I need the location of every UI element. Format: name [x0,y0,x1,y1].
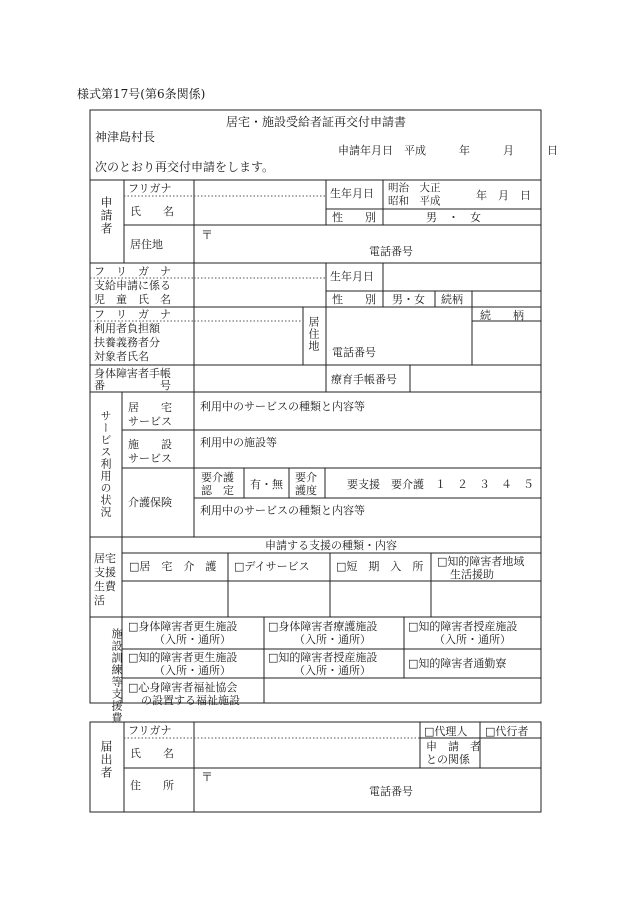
facility-option-welfare-association-1[interactable]: □心身障害者福祉協会 [128,681,238,694]
care-content-label: 利用中のサービスの種類と内容等 [200,504,365,517]
care-cert-label-2: 認 定 [201,484,234,497]
care-level-options[interactable]: 要支援 要介護 １ ２ ３ ４ ５ [347,478,534,491]
applicant-name-field[interactable] [196,198,324,223]
facility-option-intellectual-work-2-sub: （入所・通所） [294,664,371,677]
reporter-phone-label: 電話番号 [369,785,413,798]
child-name-label-2: 児 童 氏 名 [94,293,171,306]
child-furigana-label: フ リ ガ ナ [94,265,171,278]
child-relation-label: 続柄 [441,293,463,306]
payer-label-2: 扶養義務者分 [94,336,160,349]
reporter-relation-label-2: との関係 [426,753,470,766]
facility-option-welfare-association-2: の設置する福祉施設 [141,694,240,707]
facility-option-physical-rehab-sub: （入所・通所） [154,633,231,646]
facility-option-intellectual-rehab[interactable]: □知的障害者更生施設 [128,651,238,664]
payer-phone-label: 電話番号 [332,346,376,359]
home-support-option-home-care[interactable]: □居 宅 介 護 [129,560,217,573]
reporter-relation-label-1: 申 請 者 [426,740,481,753]
intro-text: 次のとおり再交付申請をします。 [95,160,275,174]
reporter-name-label: 氏 名 [130,747,174,760]
child-name-label-1: 支給申請に係る [94,279,171,292]
applicant-name-label: 氏 名 [130,205,174,218]
facility-option-intellectual-work-sub: （入所・通所） [434,633,511,646]
payer-furigana-label: フ リ ガ ナ [94,308,171,321]
home-support-option-community-1[interactable]: □知的障害者地域 [437,555,525,568]
applicant-era-top: 明治 大正 [388,182,441,194]
payer-relation-label: 続 柄 [480,309,524,322]
facility-option-physical-care[interactable]: □身体障害者療護施設 [268,620,378,633]
facility-service-content-label: 利用中の施設等 [200,436,277,449]
payer-label-1: 利用者負担額 [94,322,160,335]
reporter-postal-mark: 〒 [201,770,214,784]
home-support-section-d: 活 [94,594,105,607]
applicant-era-bottom: 昭和 平成 [388,195,441,207]
facility-option-physical-care-sub: （入所・通所） [294,633,371,646]
care-insurance-label: 介護保険 [128,496,172,509]
facility-option-intellectual-work[interactable]: □知的障害者授産施設 [408,620,518,633]
home-service-label-1: 居 宅 [128,401,172,414]
applicant-phone-label: 電話番号 [369,245,413,258]
home-service-label-2: サービス [128,415,172,428]
home-support-option-short-stay[interactable]: □短 期 入 所 [336,560,424,573]
applicant-birth-ymd: 年 月 日 [476,189,531,202]
home-support-section-b: 支援 [94,566,116,579]
payer-label-3: 対象者氏名 [94,350,149,363]
home-support-section-c: 生費 [94,580,116,593]
reporter-section-label: 届出者 [99,740,113,779]
reporter-address-label: 住 所 [130,779,174,792]
home-service-content-label: 利用中のサービスの種類と内容等 [200,400,365,413]
payer-address-label: 居住地 [307,316,320,352]
applicant-section-label: 申請者 [99,196,113,235]
home-support-option-community-2: 生活援助 [450,568,494,581]
home-support-header: 申請する支援の種類・内容 [265,539,397,552]
facility-support-section-label: 施設訓練等支援費 [110,628,123,724]
facility-service-label-2: サービス [128,452,172,465]
child-sex-label: 性 別 [332,293,376,306]
application-date: 申請年月日 平成 年 月 日 [338,144,558,157]
applicant-postal-mark: 〒 [201,228,214,242]
applicant-sex-label: 性 別 [332,211,376,224]
disability-handbook-label-1: 身体障害者手帳 [94,367,171,380]
care-level-label-1: 要介 [295,471,317,484]
form-title: 居宅・施設受給者証再交付申請書 [225,115,407,129]
reporter-name-field[interactable] [196,740,418,766]
care-cert-yes-no[interactable]: 有・無 [250,478,283,491]
applicant-address-label: 居住地 [130,238,163,251]
facility-service-label-1: 施 設 [128,438,172,451]
rehab-handbook-label: 療育手帳番号 [331,373,397,386]
home-support-section-a: 居宅 [94,552,116,565]
facility-option-physical-rehab[interactable]: □身体障害者更生施設 [128,620,238,633]
care-cert-label-1: 要介護 [201,471,234,484]
facility-option-intellectual-work-2[interactable]: □知的障害者授産施設 [268,651,378,664]
applicant-sex-options[interactable]: 男 ・ 女 [426,211,481,224]
care-level-label-2: 護度 [295,484,317,497]
applicant-birth-label: 生年月日 [330,187,374,200]
service-status-section-label: サービス利用の状況 [99,410,112,518]
home-support-option-day-service[interactable]: □デイサービス [234,560,310,573]
addressee: 神津島村長 [95,130,156,144]
reporter-proxy-checkbox[interactable]: □代行者 [485,725,529,738]
child-sex-options[interactable]: 男・女 [392,293,425,306]
facility-option-intellectual-rehab-sub: （入所・通所） [154,664,231,677]
disability-handbook-label-2: 番 号 [94,379,171,392]
applicant-furigana-label: フリガナ [128,182,172,195]
reporter-agent-checkbox[interactable]: □代理人 [424,725,468,738]
form-number: 様式第17号(第6条関係) [77,87,206,101]
facility-option-commute-dorm[interactable]: □知的障害者通勤寮 [408,657,507,670]
reporter-furigana-label: フリガナ [128,724,172,737]
child-birth-label: 生年月日 [330,270,374,283]
